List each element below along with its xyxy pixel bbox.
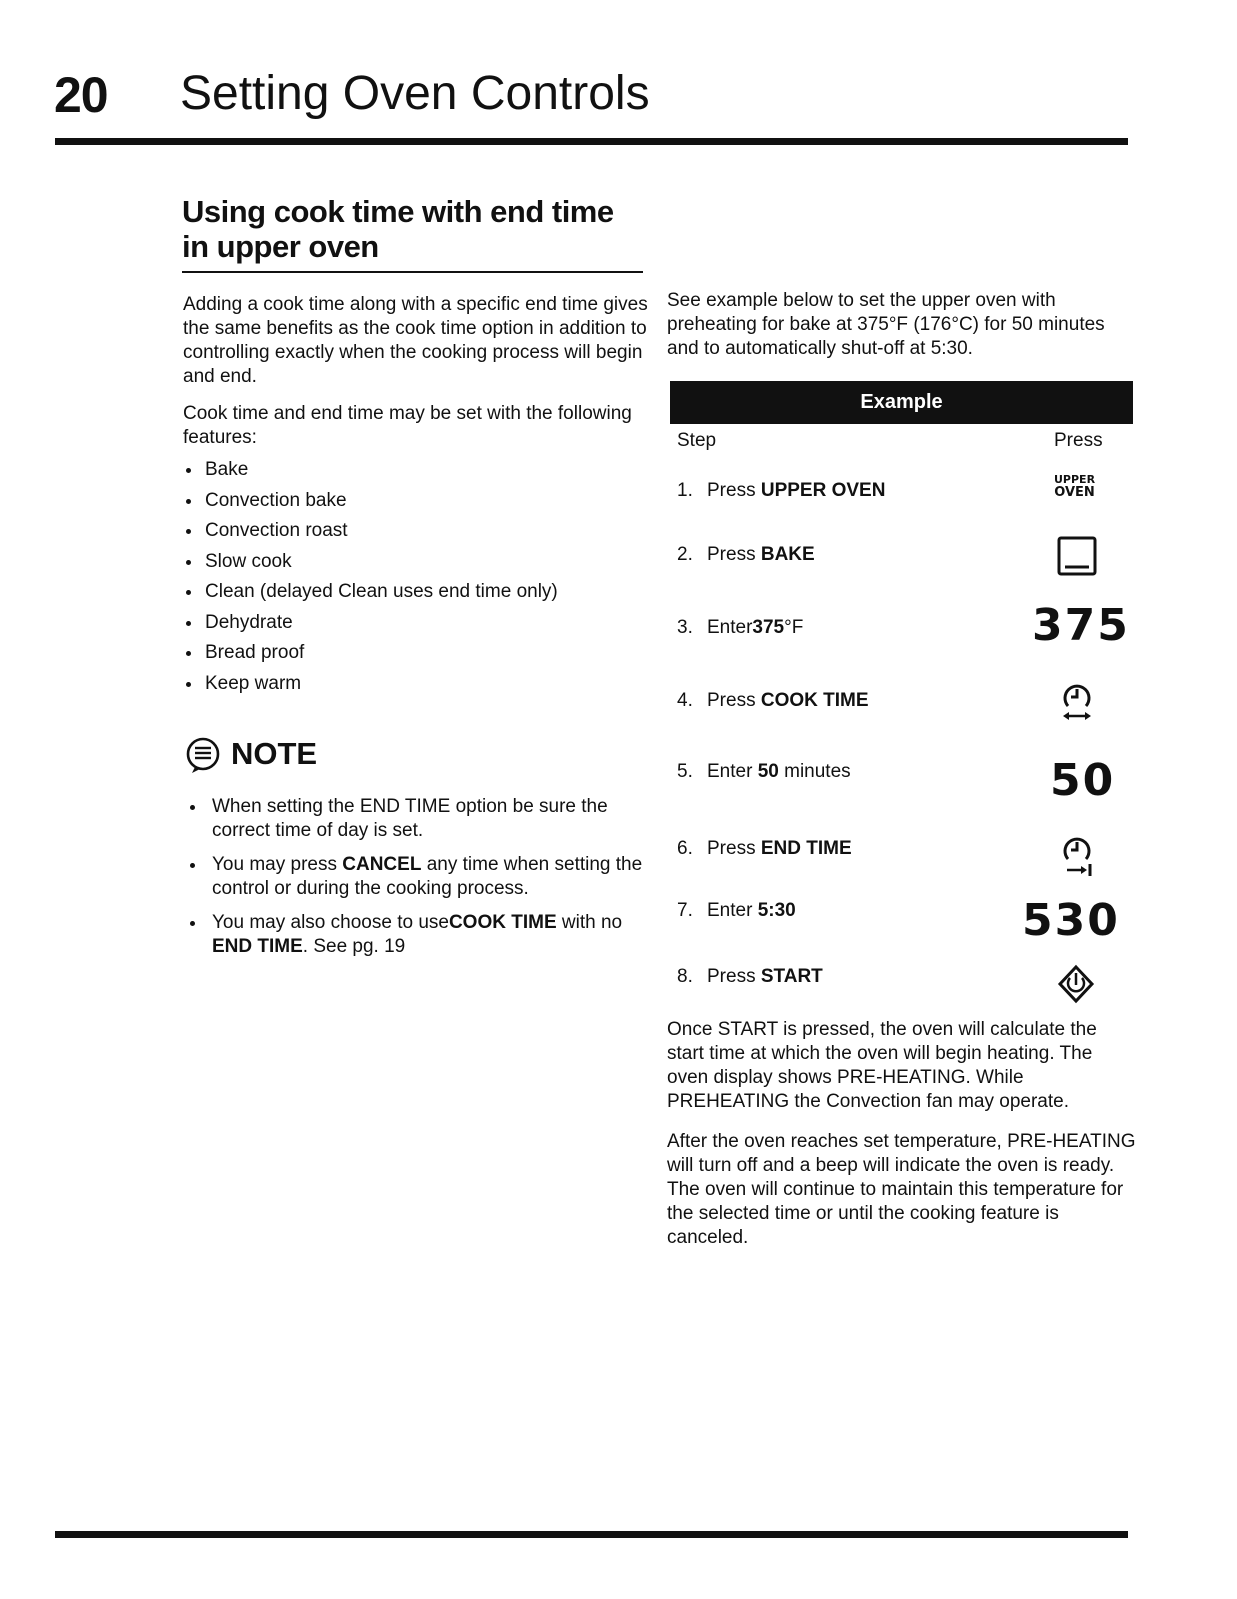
list-item: Convection bake xyxy=(183,486,643,517)
section-rule xyxy=(182,271,643,273)
section-title xyxy=(182,194,642,264)
step-row xyxy=(677,966,823,988)
note-bold: END TIME xyxy=(212,936,303,957)
upper-oven-key-line1: UPPER xyxy=(1054,473,1096,486)
step-text: Enter xyxy=(707,761,758,782)
step-unit: °F xyxy=(784,617,804,638)
cook-time-icon xyxy=(1057,680,1097,722)
step-row xyxy=(677,900,796,922)
step-key-name: BAKE xyxy=(760,544,815,565)
step-text: Enter xyxy=(707,617,753,638)
note-text: . See pg. 19 xyxy=(302,936,406,957)
features-list xyxy=(183,455,643,699)
list-item: Convection roast xyxy=(183,516,643,547)
features-lead: Cook time and end time may be set with the following features: xyxy=(183,403,632,448)
step-key-name: UPPER OVEN xyxy=(760,480,886,501)
after-paragraph-1: Once START is pressed, the oven will calculate the start time at which the oven will begin heating. The oven display shows PRE-HEATING. While PREHEATING the Convection fan may operate. xyxy=(667,1019,1097,1112)
note-item xyxy=(188,853,648,901)
note-icon xyxy=(183,734,223,774)
note-text: any time when setting the control or during the cooking process. xyxy=(212,854,643,899)
step-number: 4. xyxy=(677,690,693,711)
step-text: Press xyxy=(707,966,761,987)
after-paragraph-2: After the oven reaches set temperature, PRE-HEATING will turn off and a beep will indicate the oven is ready. The oven will continue to maintain this temperature for the selected time or until the cooking feature is canceled. xyxy=(667,1131,1136,1248)
notes-list xyxy=(188,795,648,969)
upper-oven-key-label xyxy=(1054,474,1095,500)
step-unit: minutes xyxy=(778,761,851,782)
page-number: 20 xyxy=(54,67,108,123)
digits-530: 530 xyxy=(1022,895,1120,946)
step-number: 1. xyxy=(677,480,693,501)
bake-icon xyxy=(1057,536,1097,576)
list-item: Bread proof xyxy=(183,638,643,669)
note-text: You may press xyxy=(212,854,343,875)
step-text: Press xyxy=(707,480,761,501)
step-number: 5. xyxy=(677,761,693,782)
step-row xyxy=(677,544,815,566)
step-row xyxy=(677,761,851,783)
step-row xyxy=(677,617,803,639)
note-text: with no xyxy=(556,912,623,933)
step-row xyxy=(677,838,852,860)
intro-paragraph: Adding a cook time along with a specific end time gives the same benefits as the cook time option in addition to controlling exactly when the cooking process will begin and end. xyxy=(183,294,648,387)
press-column-header: Press xyxy=(1054,430,1103,451)
note-text: When setting the END TIME option be sure the correct time of day is set. xyxy=(212,796,608,841)
step-row xyxy=(677,480,885,502)
note-bold: COOK TIME xyxy=(448,912,557,933)
step-number: 8. xyxy=(677,966,693,987)
step-text: Enter xyxy=(707,900,758,921)
section-title-line1: Using cook time with end time xyxy=(182,194,614,229)
start-icon xyxy=(1057,964,1095,1004)
page-title: Setting Oven Controls xyxy=(180,67,650,120)
step-key-name: 50 xyxy=(757,761,779,782)
note-item xyxy=(188,911,648,959)
note-item xyxy=(188,795,648,843)
list-item: Keep warm xyxy=(183,669,643,700)
step-key-name: 375 xyxy=(752,617,785,638)
section-title-line2: in upper oven xyxy=(182,229,379,264)
digits-375: 375 xyxy=(1032,600,1130,651)
list-item: Slow cook xyxy=(183,547,643,578)
step-key-name: COOK TIME xyxy=(760,690,869,711)
digits-50: 50 xyxy=(1050,755,1116,806)
step-text: Press xyxy=(707,544,761,565)
step-text: Press xyxy=(707,690,761,711)
header-rule xyxy=(55,138,1128,145)
note-heading-label: NOTE xyxy=(231,736,318,771)
step-text: Press xyxy=(707,838,761,859)
footer-rule xyxy=(55,1531,1128,1538)
example-header: Example xyxy=(670,381,1133,424)
end-time-icon xyxy=(1057,833,1097,877)
note-bold: CANCEL xyxy=(342,854,422,875)
note-heading xyxy=(183,734,317,774)
step-number: 3. xyxy=(677,617,693,638)
step-number: 6. xyxy=(677,838,693,859)
note-text: You may also choose to use xyxy=(212,912,449,933)
step-key-name: END TIME xyxy=(760,838,852,859)
upper-oven-key-line2: OVEN xyxy=(1054,485,1095,500)
step-column-header: Step xyxy=(677,430,717,451)
step-number: 7. xyxy=(677,900,693,921)
step-number: 2. xyxy=(677,544,693,565)
list-item: Bake xyxy=(183,455,643,486)
step-row xyxy=(677,690,869,712)
step-key-name: START xyxy=(760,966,823,987)
list-item: Clean (delayed Clean uses end time only) xyxy=(183,577,643,608)
example-intro: See example below to set the upper oven with preheating for bake at 375°F (176°C) for 50 minutes and to automatically shut-off at 5:30. xyxy=(667,290,1105,359)
step-key-name: 5:30 xyxy=(757,900,796,921)
list-item: Dehydrate xyxy=(183,608,643,639)
